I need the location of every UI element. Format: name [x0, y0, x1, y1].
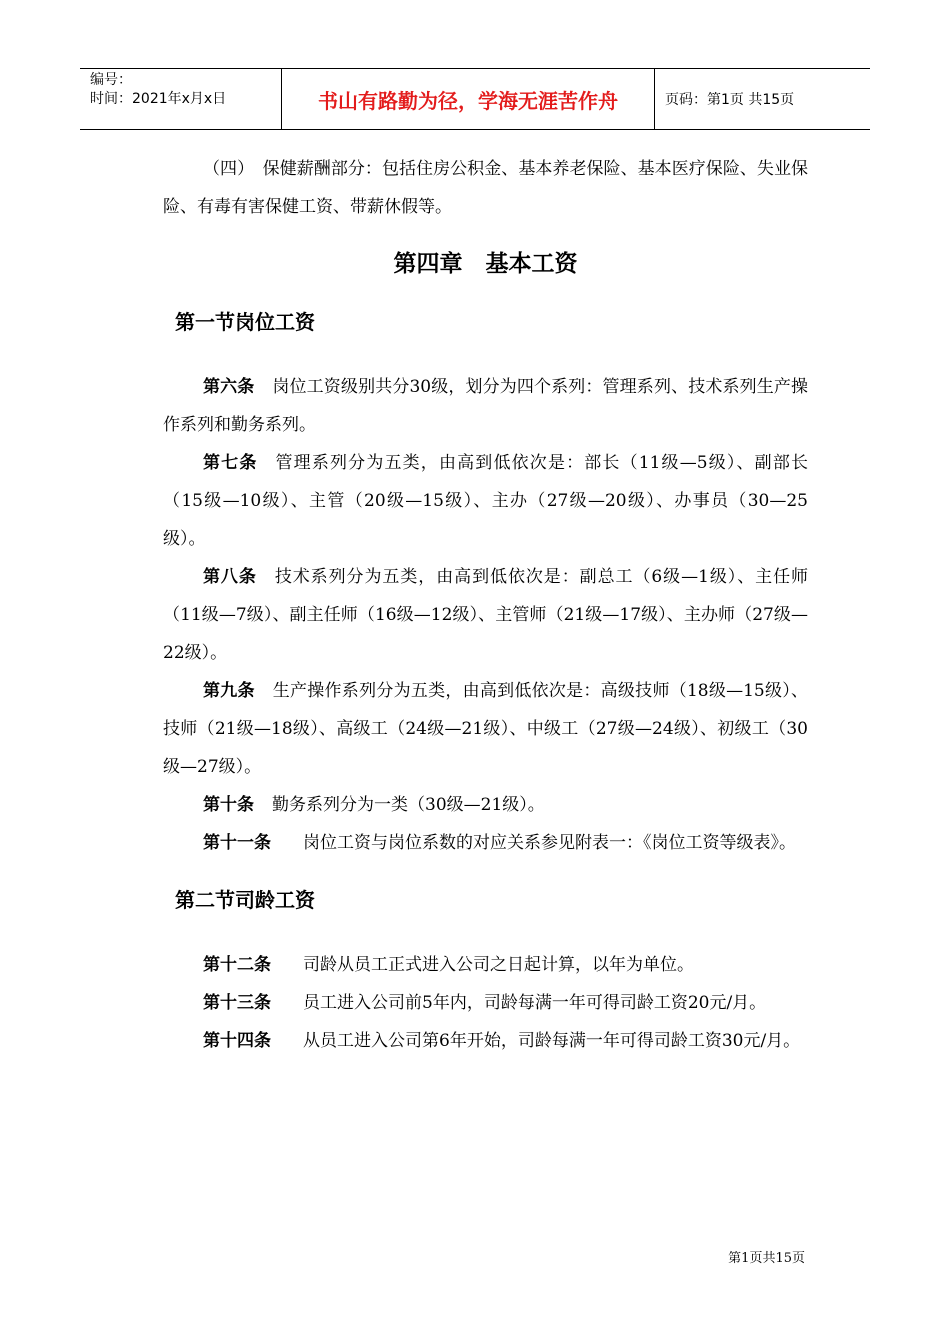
article-number: 第七条	[203, 453, 258, 473]
page-header	[80, 68, 870, 130]
article-text: 生产操作系列分为五类，由高到低依次是：高级技师（18级—15级）、技师（21级—18级）、高级工（24级—21级）、中级工（27级—24级）、初级工（30级—27级）。	[163, 681, 809, 777]
document-time: 时间：2021年x月x日	[90, 91, 227, 107]
article-text: 司龄从员工正式进入公司之日起计算，以年为单位。	[303, 955, 694, 975]
article-9	[163, 672, 808, 786]
article-text: 从员工进入公司第6年开始，司龄每满一年可得司龄工资30元/月。	[303, 1031, 801, 1051]
article-text: 员工进入公司前5年内，司龄每满一年可得司龄工资20元/月。	[303, 993, 767, 1013]
article-13	[163, 984, 808, 1022]
article-7	[163, 444, 808, 558]
article-number: 第八条	[203, 567, 257, 587]
article-number: 第十一条	[203, 833, 271, 853]
article-12	[163, 946, 808, 984]
header-motto: 书山有路勤为径，学海无涯苦作舟	[282, 69, 655, 129]
article-11	[163, 824, 808, 862]
article-number: 第九条	[203, 681, 255, 701]
section-title-1: 第一节岗位工资	[175, 310, 315, 334]
article-6	[163, 368, 808, 444]
header-meta	[80, 69, 282, 129]
chapter-title: 第四章 基本工资	[393, 251, 578, 277]
article-number: 第十二条	[203, 955, 271, 975]
article-text: 岗位工资与岗位系数的对应关系参见附表一：《岗位工资等级表》。	[303, 833, 796, 853]
document-body	[163, 150, 808, 1060]
article-number: 第十三条	[203, 993, 271, 1013]
intro-paragraph: （四） 保健薪酬部分：包括住房公积金、基本养老保险、基本医疗保险、失业保险、有毒有害保健工资、带薪休假等。	[163, 159, 808, 217]
article-text: 管理系列分为五类，由高到低依次是：部长（11级—5级）、副部长（15级—10级）、主管（20级—15级）、主办（27级—20级）、办事员（30—25级）。	[163, 453, 809, 549]
header-page-info: 页码：第1页 共15页	[665, 92, 795, 108]
article-10	[163, 786, 808, 824]
article-number: 第十四条	[203, 1031, 271, 1051]
article-text: 技术系列分为五类，由高到低依次是：副总工（6级—1级）、主任师（11级—7级）、副主任师（16级—12级）、主管师（21级—17级）、主办师（27级—22级）。	[163, 567, 809, 663]
article-8	[163, 558, 808, 672]
article-text: 勤务系列分为一类（30级—21级）。	[272, 795, 545, 815]
document-number-label: 编号：	[90, 72, 132, 88]
page-footer: 第1页共15页	[728, 1251, 805, 1266]
article-14	[163, 1022, 808, 1060]
article-text: 岗位工资级别共分30级，划分为四个系列：管理系列、技术系列生产操作系列和勤务系列。	[163, 377, 808, 435]
section-title-2: 第二节司龄工资	[175, 888, 315, 912]
article-number: 第十条	[203, 795, 254, 815]
article-number: 第六条	[203, 377, 255, 397]
